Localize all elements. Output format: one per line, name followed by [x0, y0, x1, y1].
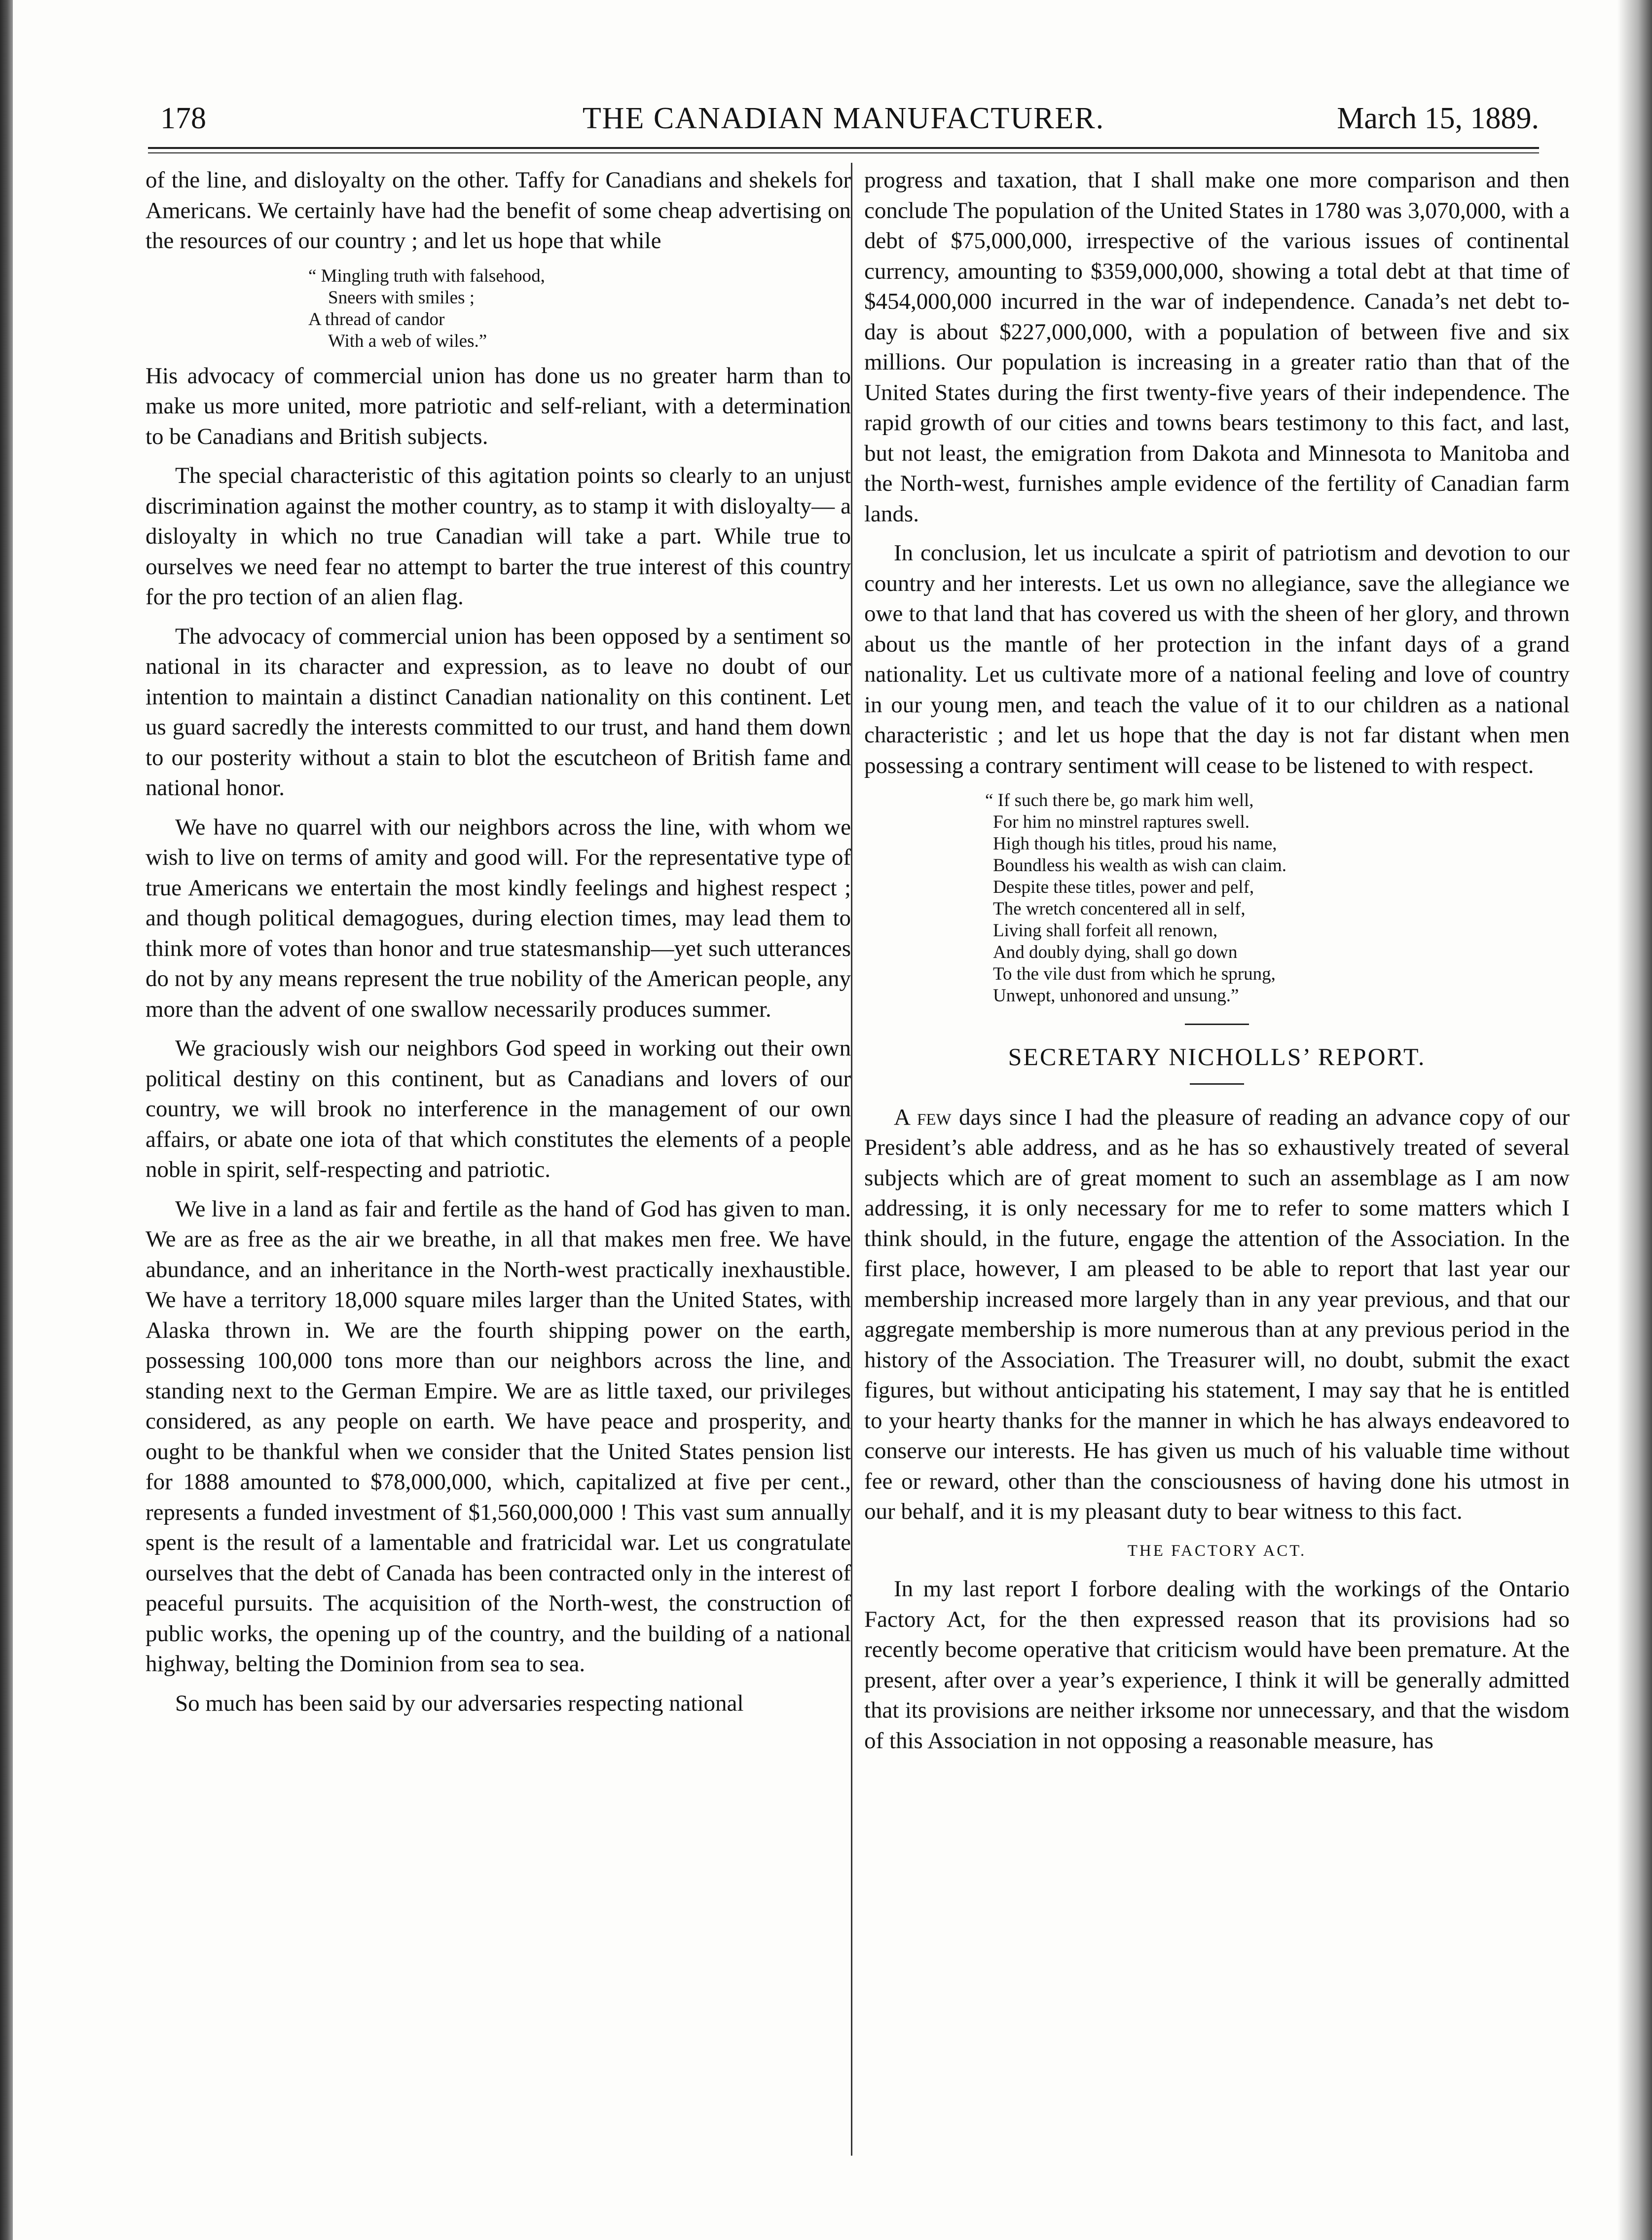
verse-line: A thread of candor: [308, 309, 445, 330]
left-paragraph-7: We live in a land as fair and fertile as the hand of God has given to man. We are as free as the air we breathe, in all that makes men free. We have abundance, and an inheritance in the North-west practically inexhaustible. We have a territory 18,000 square miles larger than the United States, with Alaska thrown in. We are the fourth shipping power on the earth, possessing 100,000 tons more than our neighbors across the line, and standing next to the German Empire. We are as little taxed, our privileges considered, as any people on earth. We have peace and prosperity, and ought to be thankful when we consider that the United States pension list for 1888 amounted to $78,000,000, which, capitalized at five per cent., represents a funded investment of $1,560,000,000 ! This vast sum annually spent is the result of a lamentable and fratricidal war. Let us congratulate ourselves that the debt of Canada has been contracted only in the interest of peaceful pursuits. The acquisition of the North-west, the construction of public works, the opening up of the country, and the building of a national highway, belting the Dominion from sea to sea.: [146, 1196, 851, 1677]
verse-line: Sneers with smiles ;: [328, 287, 475, 308]
section-title-underline: [1190, 1083, 1244, 1085]
verse-line: With a web of wiles.”: [328, 330, 487, 351]
right-paragraph-3: [864, 1102, 1570, 1527]
verse-line: The wretch concentered all in self,: [993, 899, 1246, 919]
publication-title: THE CANADIAN MANUFACTURER.: [582, 102, 1105, 135]
verse-line: And doubly dying, shall go down: [993, 942, 1238, 962]
subsection-title: THE FACTORY ACT.: [1127, 1542, 1307, 1560]
verse-line: Unwept, unhonored and unsung.”: [993, 986, 1239, 1006]
left-paragraph-2: His advocacy of commercial union has done us no greater harm than to make us more united, more patriotic and self-reliant, with a determination to be Canadians and British subjects.: [146, 363, 851, 449]
verse-line: High though his titles, proud his name,: [993, 834, 1277, 854]
left-paragraph-4: The advocacy of commercial union has been opposed by a sentiment so national in its character and expression, as to leave no doubt of our intention to maintain a distinct Canadian nationality on this continent. Let us guard sacredly the interests committed to our trust, and hand them down to our posterity without a stain to blot the escutcheon of British fame and national honor.: [146, 623, 851, 801]
left-paragraph-8: So much has been said by our adversaries respecting national: [175, 1690, 744, 1716]
right-paragraph-2: In conclusion, let us inculcate a spirit of patriotism and devotion to our country and her interests. Let us own no allegiance, save the allegiance we owe to that land that has covered us with the sheen of her glory, and thrown about us the mantle of her protection in the infant days of a grand nationality. Let us cultivate more of a national feeling and love of country in our young men, and teach the value of it to our children as a national characteristic ; and let us hope that the day is not far distant when men possessing a contrary sentiment will cease to be listened to with respect.: [864, 540, 1570, 778]
verse-line: To the vile dust from which he sprung,: [993, 964, 1276, 984]
left-paragraph-1: of the line, and disloyalty on the other. Taffy for Canadians and shekels for Americans. We certainly have had the benefit of some cheap advertising on the resources of our country ; and let us hope that while: [146, 167, 851, 254]
right-paragraph-1: progress and taxation, that I shall make one more comparison and then conclude The population of the United States in 1780 was 3,070,000, with a debt of $75,000,000, irrespective of the various issues of continental currency, amounting to $359,000,000, showing a total debt at that time of $454,000,000 incurred in the war of independence. Canada’s net debt to-day is about $227,000,000, with a population of between five and six millions. Our population is increasing in a greater ratio than that of the United States during the first twenty-five years of their independence. The rapid growth of our cities and towns bears testimony to this fact, and last, but not least, the emigration from Dakota and Minnesota to Manitoba and the North-west, furnishes ample evidence of the fertility of Canadian farm lands.: [864, 167, 1570, 527]
section-title: SECRETARY NICHOLLS’ REPORT.: [1008, 1043, 1426, 1070]
right-verse-quote: [864, 790, 1570, 1007]
header-rule-thick: [148, 147, 1539, 149]
lead-in-smallcaps: A few: [894, 1104, 952, 1130]
page-edge-shadow: [1617, 0, 1652, 2240]
verse-line: For him no minstrel raptures swell.: [993, 812, 1249, 832]
left-paragraph-5: We have no quarrel with our neighbors across the line, with whom we wish to live on terms of amity and good will. For the representative type of true Americans we entertain the most kindly feelings and highest respect ; and though political demagogues, during election times, may lead them to think more of votes than honor and true statesmanship—yet such utterances do not by any means represent the true nobility of the American people, any more than the advent of one swallow necessarily produces summer.: [146, 814, 851, 1022]
left-column: [146, 165, 851, 2168]
right-paragraph-3-body: days since I had the pleasure of reading an advance copy of our President’s able address, and as he has so exhaustively treated of several subjects which are of great moment to such an assemblage as I am now addressing, it is only necessary for me to refer to some matters which I think should, in the future, engage the attention of the Association. In the first place, however, I am pleased to be able to report that last year our membership increased more largely than in any year previous, and that our aggregate membership is more numerous than at any previous period in the history of the Association. The Treasurer will, no doubt, submit the exact figures, but without anticipating his statement, I may say that he is entitled to your hearty thanks for the manner in which he has always endeavored to conserve our interests. He has given us much of his valuable time without fee or reward, other than the consciousness of having done his utmost in our behalf, and it is my pleasant duty to bear witness to this fact.: [864, 1104, 1570, 1524]
right-paragraph-4: In my last report I forbore dealing with the workings of the Ontario Factory Act, for the then expressed reason that its provisions had so recently become operative that criticism would have been premature. At the present, after over a year’s experience, I think it will be generally admitted that its provisions are neither irksome nor unnecessary, and that the wisdom of this Association in not opposing a reasonable measure, has: [864, 1576, 1570, 1754]
issue-date: March 15, 1889.: [1337, 102, 1539, 135]
right-column: [864, 165, 1570, 2168]
page-header: [148, 96, 1539, 150]
verse-line: Boundless his wealth as wish can claim.: [993, 855, 1286, 876]
section-divider: [1185, 1024, 1249, 1025]
verse-line: Living shall forfeit all renown,: [993, 920, 1218, 941]
left-verse-quote: [146, 265, 851, 352]
left-paragraph-6: We graciously wish our neighbors God speed in working out their own political destiny on this continent, but as Canadians and lovers of our country, we will brook no interference in the management of our own affairs, or abate one iota of that which constitutes the elements of a people noble in spirit, self-respecting and patriotic.: [146, 1035, 851, 1182]
left-paragraph-3: The special characteristic of this agitation points so clearly to an unjust discrimination against the mother country, as to stamp it with disloyalty— a disloyalty in which no true Canadian will take a part. While true to ourselves we need fear no attempt to barter the true interest of this country for the pro tection of an alien flag.: [146, 463, 851, 610]
verse-line: “ Mingling truth with falsehood,: [308, 265, 545, 286]
verse-line: Despite these titles, power and pelf,: [993, 877, 1254, 897]
page-binding-shadow: [0, 0, 13, 2240]
header-rule-thin: [148, 152, 1539, 153]
verse-line: “ If such there be, go mark him well,: [985, 790, 1254, 810]
column-divider: [851, 163, 852, 2156]
page-number: 178: [160, 102, 206, 135]
